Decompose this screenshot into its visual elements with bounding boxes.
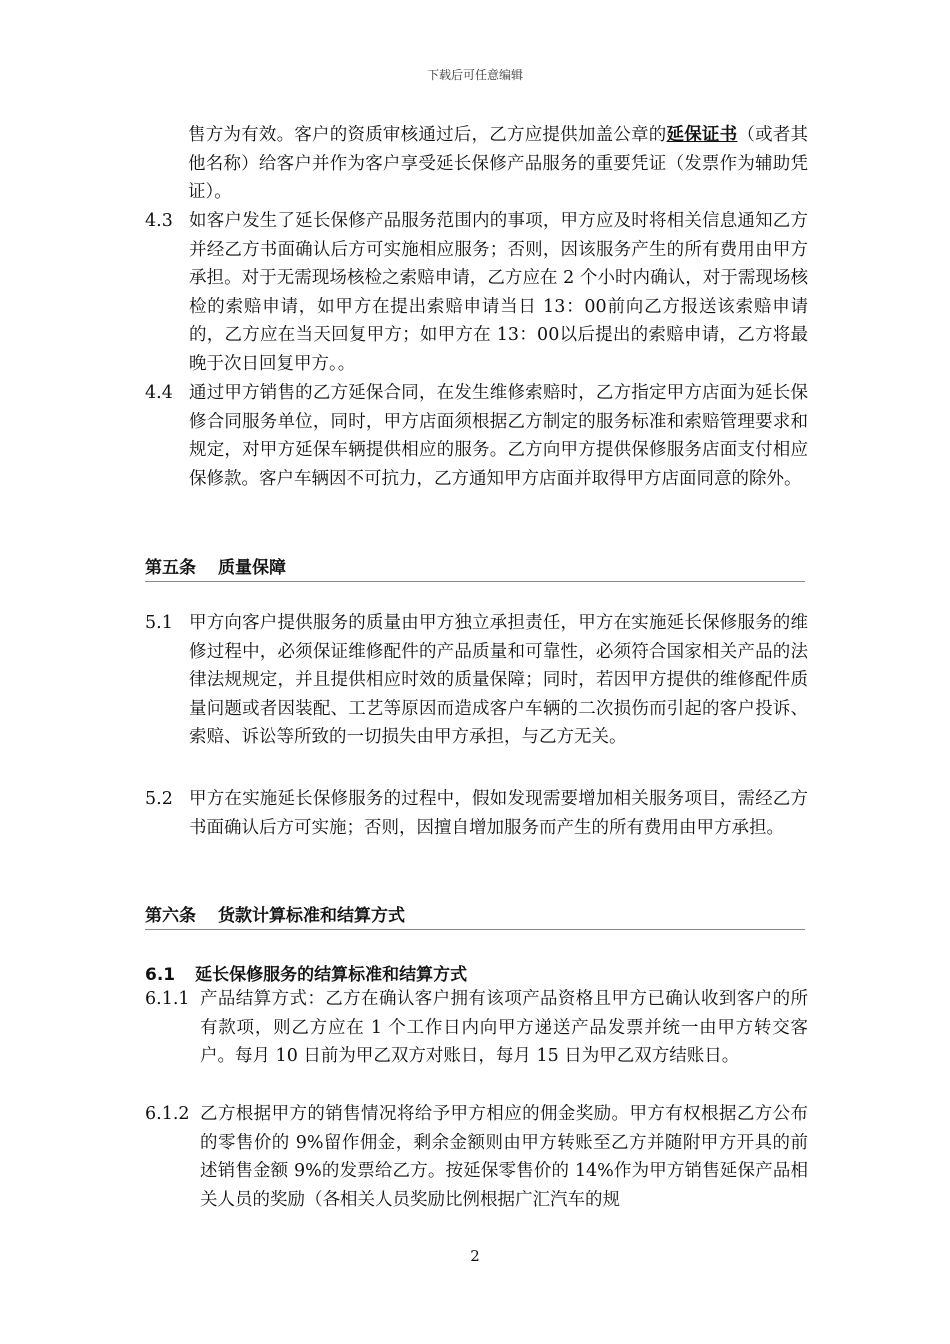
- section-number: 第六条: [145, 906, 196, 926]
- clause-text: 产品结算方式：乙方在确认客户拥有该项产品资格且甲方已确认收到客户的所有款项，则乙方应在 1 个工作日内向甲方递送产品发票并统一由甲方转交客户。每月 10 日前为甲乙双方对账日，每月 15 日为甲乙双方结账日。: [200, 989, 808, 1066]
- clause-text: 乙方根据甲方的销售情况将给予甲方相应的佣金奖励。甲方有权根据乙方公布的零售价的 9%留作佣金，剩余金额则由甲方转账至乙方并随附甲方开具的前述销售金额 9%的发票给乙方。按延保零售价的 14%作为甲方销售延保产品相关人员的奖励（各相关人员奖励比例根据广汇汽车的规: [200, 1104, 808, 1210]
- subsection-title: 延长保修服务的结算标准和结算方式: [195, 965, 468, 985]
- clause-6-1-1: [145, 985, 808, 1071]
- clause-text: 甲方在实施延长保修服务的过程中，假如发现需要增加相关服务项目，需经乙方书面确认后方可实施；否则，因擅自增加服务而产生的所有费用由甲方承担。: [189, 789, 808, 838]
- section-6-heading: [145, 901, 805, 930]
- clause-number: 6.1.1: [145, 989, 190, 1009]
- clause-text: 如客户发生了延长保修产品服务范围内的事项，甲方应及时将相关信息通知乙方并经乙方书面确认后方可实施相应服务；否则，因该服务产生的所有费用由甲方承担。对于无需现场核检之索赔申请，乙方应在 2 个小时内确认，对于需现场核检的索赔申请，如甲方在提出索赔申请当日 13：00前向乙方报送该索赔申请的，乙方应在当天回复甲方；如甲方在 13：00以后提出的索赔申请，乙方将最晚于次日回复甲方。。: [189, 211, 808, 374]
- page-header: 下载后可任意编辑: [426, 68, 523, 82]
- clause-6-1-2: [145, 1100, 808, 1214]
- clause-4-3: [145, 207, 808, 378]
- intro-underlined-term: 延保证书: [666, 125, 738, 145]
- subsection-6-1-heading: [145, 960, 467, 985]
- clause-5-2: [145, 785, 808, 842]
- clause-5-1: [145, 609, 808, 752]
- section-5-heading: [145, 553, 805, 582]
- intro-text-before: 售方为有效。客户的资质审核通过后，乙方应提供加盖公章的: [188, 125, 667, 145]
- subsection-number: 6.1: [145, 965, 176, 985]
- page-number: 2: [470, 1247, 480, 1265]
- clause-number: 6.1.2: [145, 1104, 190, 1124]
- clause-number: 5.2: [145, 789, 173, 809]
- clause-text: 甲方向客户提供服务的质量由甲方独立承担责任，甲方在实施延长保修服务的维修过程中，必须保证维修配件的产品质量和可靠性，必须符合国家相关产品的法律法规规定，并且提供相应时效的质量保障；同时，若因甲方提供的维修配件质量问题或者因装配、工艺等原因而造成客户车辆的二次损伤而引起的客户投诉、索赔、诉讼等所致的一切损失由甲方承担，与乙方无关。: [189, 613, 808, 747]
- section-title: 质量保障: [218, 558, 286, 578]
- clause-number: 5.1: [145, 613, 173, 633]
- clause-number: 4.3: [145, 211, 173, 231]
- intro-text-after: （或者其他名称）给客户并作为客户享受延长保修产品服务的重要凭证（发票作为辅助凭证）。: [188, 125, 809, 202]
- clause-4-4: [145, 379, 808, 493]
- intro-paragraph: [188, 121, 808, 207]
- clause-number: 4.4: [145, 383, 173, 403]
- section-title: 货款计算标准和结算方式: [218, 906, 405, 926]
- clause-text: 通过甲方销售的乙方延保合同，在发生维修索赔时，乙方指定甲方店面为延长保修合同服务单位，同时，甲方店面须根据乙方制定的服务标准和索赔管理要求和规定，对甲方延保车辆提供相应的服务。乙方向甲方提供保修服务店面支付相应保修款。客户车辆因不可抗力，乙方通知甲方店面并取得甲方店面同意的除外。: [189, 383, 808, 489]
- section-number: 第五条: [145, 558, 196, 578]
